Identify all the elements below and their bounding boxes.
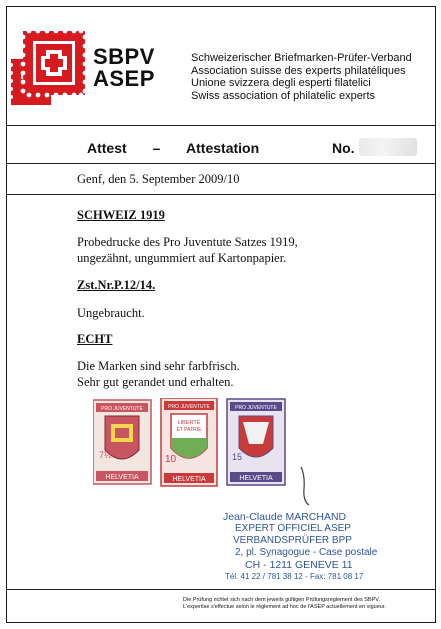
certificate-header	[7, 7, 435, 119]
verdict: ECHT	[77, 332, 113, 346]
stamp-15	[227, 399, 285, 485]
expert-title-2: VERBANDSPRÜFER BPP	[233, 535, 352, 546]
title-attestation: Attestation	[186, 140, 260, 156]
certificate-page	[6, 6, 436, 623]
footer-notice	[183, 597, 386, 611]
stamp-images	[93, 398, 293, 498]
assoc-english: Swiss association of philatelic experts	[191, 89, 376, 102]
assoc-italian: Unione svizzera degli esperti filatelici	[191, 77, 371, 89]
header-divider	[7, 125, 435, 126]
expert-city: CH - 1211 GENEVE 11	[245, 559, 353, 571]
stamp-2-value: 10	[165, 454, 177, 465]
remark-line-1: Die Marken sind sehr farbfrisch.	[77, 359, 240, 373]
expert-name: Jean-Claude MARCHAND	[223, 511, 347, 523]
place-date: Genf, den 5. September 2009/10	[77, 172, 240, 186]
expert-address: 2, pl. Synagogue - Case postale	[235, 547, 378, 558]
association-names	[191, 52, 412, 102]
stamp-3-bottom: HELVETIA	[239, 475, 273, 482]
brand-asep: ASEP	[93, 66, 155, 91]
stamp-7-5	[93, 400, 151, 484]
title-dash: –	[152, 140, 161, 156]
footer-french: L'expertise s'effectue selon le règlement ad hoc de l'ASEP actuellement en vigueur.	[183, 604, 386, 610]
sbpv-logo-icon	[9, 25, 91, 117]
title-divider	[7, 163, 435, 164]
stamp-1-bottom: HELVETIA	[105, 474, 139, 481]
stamp-10	[161, 398, 217, 486]
svg-text:LIBERTÉ: LIBERTÉ	[177, 420, 201, 426]
stamp-1-value: 7½	[99, 450, 112, 460]
catalog-number: Zst.Nr.P.12/14.	[77, 278, 156, 292]
brand-sbpv: SBPV	[93, 44, 155, 69]
assoc-french: Association suisse des experts philatéliques	[191, 64, 406, 77]
remark-line-2: Sehr gut gerandet und erhalten.	[77, 375, 234, 389]
title-attest: Attest	[87, 140, 127, 156]
assoc-german: Schweizerischer Briefmarken-Prüfer-Verband	[191, 52, 412, 64]
expert-title-1: EXPERT OFFICIEL ASEP	[235, 523, 351, 534]
expert-stamp	[219, 511, 439, 583]
certificate-number-redacted	[359, 138, 417, 156]
condition: Ungebraucht.	[77, 306, 145, 320]
description-line-2: ungezähnt, ungummiert auf Kartonpapier.	[77, 251, 287, 265]
signature-mark-icon	[295, 465, 319, 507]
footer-german: Die Prüfung richtet sich nach dem jeweils gültigen Prüfungsreglement des SBPV.	[183, 597, 380, 603]
stamp-1-top: PRO JUVENTUTE	[101, 406, 143, 412]
stamp-3-top: PRO JUVENTUTE	[235, 405, 277, 411]
brand-wordmark	[93, 44, 155, 91]
date-divider	[7, 194, 435, 195]
stamp-2-top: PRO JUVENTUTE	[168, 404, 210, 410]
certificate-number-label: No.	[332, 140, 355, 156]
svg-text:ET PATRIE: ET PATRIE	[176, 427, 202, 433]
certificate-title	[87, 140, 259, 156]
stamp-2-bottom: HELVETIA	[172, 476, 206, 483]
country-year: SCHWEIZ 1919	[77, 208, 165, 222]
footer-divider	[7, 589, 435, 590]
stamp-3-value: 15	[232, 452, 243, 462]
expert-phone: Tél. 41 22 / 781 38 12 - Fax: 781 08 17	[225, 572, 364, 581]
description-line-1: Probedrucke des Pro Juventute Satzes 1919,	[77, 235, 298, 249]
